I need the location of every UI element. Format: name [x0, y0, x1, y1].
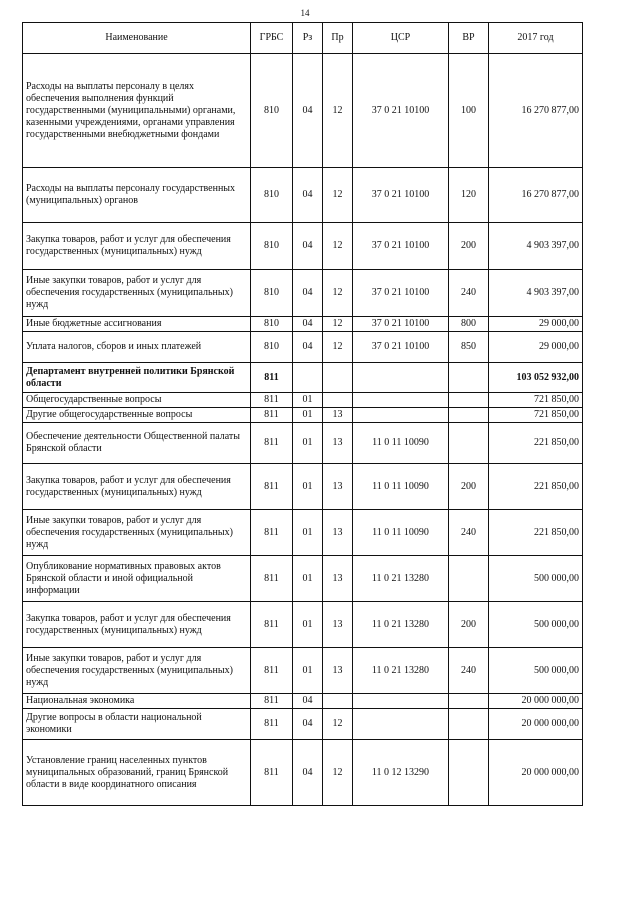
row-name: Иные закупки товаров, работ и услуг для обеспечения государственных (муниципальных) нужд — [23, 510, 251, 556]
row-name: Иные закупки товаров, работ и услуг для обеспечения государственных (муниципальных) нужд — [23, 648, 251, 694]
row-grbs: 810 — [251, 270, 293, 317]
table-row — [23, 317, 583, 332]
row-csr: 11 0 21 13280 — [353, 602, 449, 648]
row-pr — [323, 393, 353, 408]
table-row — [23, 556, 583, 602]
row-grbs: 810 — [251, 168, 293, 223]
row-csr — [353, 393, 449, 408]
row-vr: 240 — [449, 510, 489, 556]
row-pr: 12 — [323, 317, 353, 332]
row-grbs: 811 — [251, 363, 293, 393]
row-vr — [449, 694, 489, 709]
row-grbs: 811 — [251, 709, 293, 740]
row-grbs: 811 — [251, 556, 293, 602]
header-rz: Рз — [293, 23, 323, 54]
row-vr — [449, 423, 489, 464]
table-row — [23, 602, 583, 648]
row-rz: 04 — [293, 168, 323, 223]
table-row — [23, 393, 583, 408]
row-name: Департамент внутренней политики Брянской области — [23, 363, 251, 393]
row-name: Установление границ населенных пунктов муниципальных образований, границ Брянской области в виде координатного описания — [23, 740, 251, 806]
row-name: Национальная экономика — [23, 694, 251, 709]
row-grbs: 811 — [251, 602, 293, 648]
row-name: Обеспечение деятельности Общественной палаты Брянской области — [23, 423, 251, 464]
budget-table — [22, 22, 583, 806]
row-amount: 500 000,00 — [489, 556, 583, 602]
row-vr: 240 — [449, 648, 489, 694]
row-rz: 04 — [293, 270, 323, 317]
row-rz: 01 — [293, 464, 323, 510]
row-rz: 01 — [293, 393, 323, 408]
table-row — [23, 54, 583, 168]
row-name: Общегосударственные вопросы — [23, 393, 251, 408]
row-name: Расходы на выплаты персоналу в целях обеспечения выполнения функций государственными (муниципальными) органами, казенными учреждениями, органами управления государственными внебюджетными фондами — [23, 54, 251, 168]
row-vr: 120 — [449, 168, 489, 223]
row-pr: 12 — [323, 740, 353, 806]
row-rz: 01 — [293, 648, 323, 694]
row-pr: 12 — [323, 332, 353, 363]
row-pr: 13 — [323, 510, 353, 556]
row-pr — [323, 694, 353, 709]
row-amount: 4 903 397,00 — [489, 223, 583, 270]
header-vr: ВР — [449, 23, 489, 54]
table-row — [23, 464, 583, 510]
table-row — [23, 223, 583, 270]
row-pr: 13 — [323, 556, 353, 602]
row-vr: 100 — [449, 54, 489, 168]
row-csr: 11 0 21 13280 — [353, 648, 449, 694]
row-amount: 16 270 877,00 — [489, 168, 583, 223]
row-name: Иные бюджетные ассигнования — [23, 317, 251, 332]
row-rz: 01 — [293, 510, 323, 556]
row-rz: 01 — [293, 408, 323, 423]
row-grbs: 811 — [251, 740, 293, 806]
row-grbs: 810 — [251, 223, 293, 270]
row-csr: 11 0 11 10090 — [353, 464, 449, 510]
row-csr: 37 0 21 10100 — [353, 54, 449, 168]
row-pr: 13 — [323, 423, 353, 464]
row-rz: 04 — [293, 54, 323, 168]
row-pr: 12 — [323, 168, 353, 223]
header-name: Наименование — [23, 23, 251, 54]
row-rz — [293, 363, 323, 393]
row-vr: 200 — [449, 602, 489, 648]
row-name: Иные закупки товаров, работ и услуг для обеспечения государственных (муниципальных) нужд — [23, 270, 251, 317]
row-amount: 221 850,00 — [489, 510, 583, 556]
header-year: 2017 год — [489, 23, 583, 54]
row-csr: 11 0 12 13290 — [353, 740, 449, 806]
row-name: Опубликование нормативных правовых актов Брянской области и иной официальной информации — [23, 556, 251, 602]
table-row — [23, 332, 583, 363]
row-amount: 29 000,00 — [489, 317, 583, 332]
row-amount: 29 000,00 — [489, 332, 583, 363]
table-row — [23, 168, 583, 223]
row-grbs: 811 — [251, 393, 293, 408]
row-rz: 04 — [293, 223, 323, 270]
row-csr — [353, 694, 449, 709]
table-row — [23, 408, 583, 423]
row-pr: 13 — [323, 602, 353, 648]
row-csr — [353, 709, 449, 740]
header-pr: Пр — [323, 23, 353, 54]
row-csr: 37 0 21 10100 — [353, 332, 449, 363]
row-amount: 20 000 000,00 — [489, 709, 583, 740]
row-amount: 721 850,00 — [489, 408, 583, 423]
row-amount: 103 052 932,00 — [489, 363, 583, 393]
row-amount: 500 000,00 — [489, 602, 583, 648]
row-grbs: 811 — [251, 510, 293, 556]
row-name: Закупка товаров, работ и услуг для обеспечения государственных (муниципальных) нужд — [23, 223, 251, 270]
row-vr — [449, 556, 489, 602]
row-vr — [449, 408, 489, 423]
row-vr: 200 — [449, 223, 489, 270]
row-grbs: 811 — [251, 408, 293, 423]
row-grbs: 811 — [251, 648, 293, 694]
row-csr: 37 0 21 10100 — [353, 270, 449, 317]
row-pr: 13 — [323, 408, 353, 423]
row-csr: 37 0 21 10100 — [353, 317, 449, 332]
row-csr — [353, 408, 449, 423]
table-row — [23, 694, 583, 709]
row-amount: 221 850,00 — [489, 423, 583, 464]
row-pr: 12 — [323, 270, 353, 317]
row-rz: 04 — [293, 740, 323, 806]
row-name: Уплата налогов, сборов и иных платежей — [23, 332, 251, 363]
row-pr: 13 — [323, 464, 353, 510]
row-pr — [323, 363, 353, 393]
row-rz: 04 — [293, 694, 323, 709]
header-grbs: ГРБС — [251, 23, 293, 54]
row-name: Другие вопросы в области национальной экономики — [23, 709, 251, 740]
row-vr — [449, 709, 489, 740]
row-name: Другие общегосударственные вопросы — [23, 408, 251, 423]
row-rz: 01 — [293, 423, 323, 464]
row-amount: 4 903 397,00 — [489, 270, 583, 317]
row-pr: 13 — [323, 648, 353, 694]
row-csr: 11 0 11 10090 — [353, 510, 449, 556]
header-csr: ЦСР — [353, 23, 449, 54]
row-rz: 04 — [293, 709, 323, 740]
row-grbs: 810 — [251, 54, 293, 168]
table-row — [23, 510, 583, 556]
row-csr: 37 0 21 10100 — [353, 223, 449, 270]
row-name: Закупка товаров, работ и услуг для обеспечения государственных (муниципальных) нужд — [23, 602, 251, 648]
row-vr: 850 — [449, 332, 489, 363]
table-row — [23, 648, 583, 694]
row-grbs: 810 — [251, 332, 293, 363]
table-row — [23, 423, 583, 464]
row-pr: 12 — [323, 54, 353, 168]
row-amount: 221 850,00 — [489, 464, 583, 510]
row-vr — [449, 363, 489, 393]
row-vr: 800 — [449, 317, 489, 332]
row-vr: 200 — [449, 464, 489, 510]
table-header-row — [23, 23, 583, 54]
row-amount: 20 000 000,00 — [489, 694, 583, 709]
row-amount: 20 000 000,00 — [489, 740, 583, 806]
row-csr: 37 0 21 10100 — [353, 168, 449, 223]
row-amount: 500 000,00 — [489, 648, 583, 694]
row-vr — [449, 740, 489, 806]
row-vr — [449, 393, 489, 408]
row-rz: 01 — [293, 602, 323, 648]
row-grbs: 811 — [251, 464, 293, 510]
row-pr: 12 — [323, 709, 353, 740]
row-grbs: 810 — [251, 317, 293, 332]
row-name: Закупка товаров, работ и услуг для обеспечения государственных (муниципальных) нужд — [23, 464, 251, 510]
row-rz: 04 — [293, 332, 323, 363]
table-row — [23, 363, 583, 393]
row-rz: 01 — [293, 556, 323, 602]
row-pr: 12 — [323, 223, 353, 270]
row-amount: 721 850,00 — [489, 393, 583, 408]
row-grbs: 811 — [251, 694, 293, 709]
row-amount: 16 270 877,00 — [489, 54, 583, 168]
row-csr: 11 0 21 13280 — [353, 556, 449, 602]
row-rz: 04 — [293, 317, 323, 332]
row-grbs: 811 — [251, 423, 293, 464]
row-vr: 240 — [449, 270, 489, 317]
page-number: 14 — [300, 8, 310, 18]
row-csr — [353, 363, 449, 393]
table-row — [23, 270, 583, 317]
row-csr: 11 0 11 10090 — [353, 423, 449, 464]
row-name: Расходы на выплаты персоналу государственных (муниципальных) органов — [23, 168, 251, 223]
table-row — [23, 709, 583, 740]
table-row — [23, 740, 583, 806]
